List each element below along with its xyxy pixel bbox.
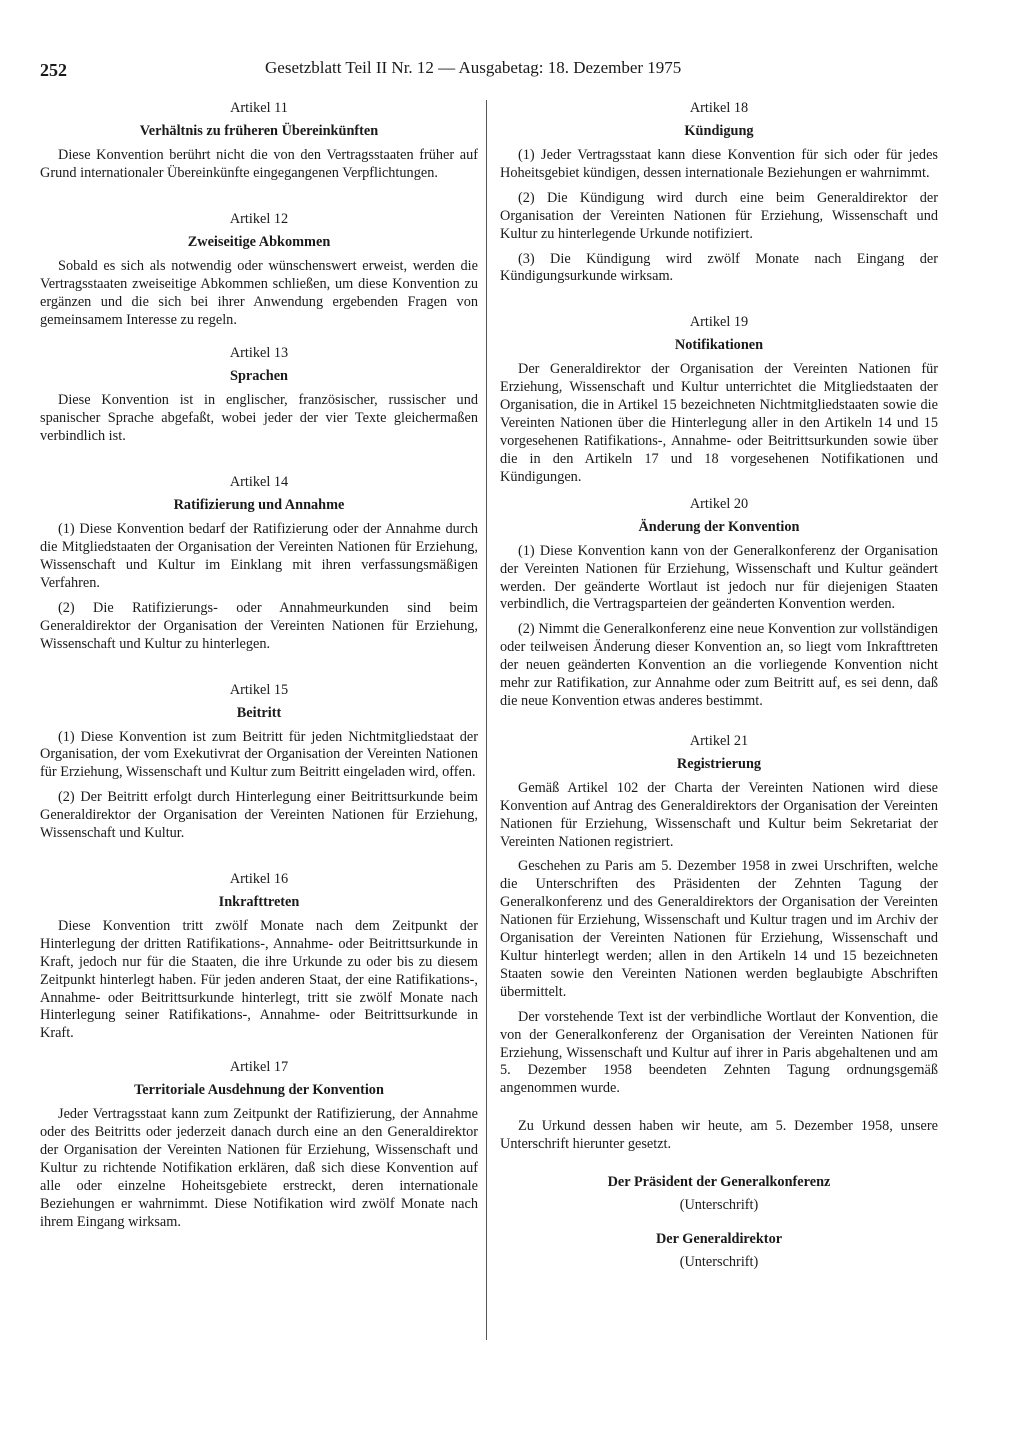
article-15	[40, 680, 478, 843]
article-paragraph: Diese Konvention ist in englischer, französischer, russischer und spanischer Sprache abgefaßt, wobei jeder der vier Texte gleichermaßen verbindlich ist.	[40, 392, 478, 445]
article-number: Artikel 19	[689, 314, 749, 331]
article-title: Beitritt	[236, 704, 282, 721]
article-number: Artikel 12	[229, 210, 289, 227]
article-number: Artikel 17	[229, 1059, 289, 1076]
article-paragraph: Sobald es sich als notwendig oder wünschenswert erweist, werden die Vertragsstaaten zweiseitige Abkommen schließen, um diese Konvention zu ergänzen und die sich bei ihrer Anwendung ergebenden Fragen von gemeinsamem Interesse zu regeln.	[40, 257, 478, 328]
left-column	[40, 98, 478, 1239]
article-16	[40, 869, 478, 1043]
article-12	[40, 209, 478, 330]
article-title: Ratifizierung und Annahme	[173, 497, 345, 514]
article-title: Inkrafttreten	[218, 893, 300, 910]
page-header	[40, 58, 984, 84]
article-number: Artikel 21	[689, 732, 749, 749]
article-title: Änderung der Konvention	[638, 518, 800, 535]
article-number: Artikel 14	[229, 474, 289, 491]
article-title: Sprachen	[230, 368, 288, 385]
signature-director-general	[500, 1229, 938, 1272]
article-title: Verhältnis zu früheren Übereinkünften	[139, 123, 379, 139]
article-20	[500, 494, 938, 711]
article-paragraph: (2) Die Ratifizierungs- oder Annahmeurkunden sind beim Generaldirektor der Organisation der Vereinten Nationen für Erziehung, Wissenschaft und Kultur zu hinterlegen.	[40, 599, 478, 652]
article-21	[500, 731, 938, 1154]
article-paragraph: (1) Diese Konvention bedarf der Ratifizierung oder der Annahme durch die Mitgliedstaaten der Organisation der Vereinten Nationen für Erziehung, Wissenschaft und Kultur im Einklang mit ihren verfassungsmäßigen Verfahren.	[40, 521, 478, 591]
article-paragraph: Der Generaldirektor der Organisation der Vereinten Nationen für Erziehung, Wissenschaft und Kultur unterrichtet die Mitgliedstaaten der Organisation, die in Artikel 15 bezeichneten Nichtmitgliedstaaten sowie die Vereinten Nationen über die Hinterlegung aller in den Artikeln 14 und 15 vorgesehenen Ratifikations-, Annahme- oder Beitrittsurkunden sowie über die in den Artikeln 17 und 18 vorgesehenen Notifikationen und Kündigungen.	[500, 361, 938, 485]
article-11	[40, 98, 478, 183]
signature-note: (Unterschrift)	[679, 1254, 759, 1271]
article-title: Kündigung	[684, 123, 754, 139]
article-number: Artikel 18	[689, 100, 749, 116]
article-title: Territoriale Ausdehnung der Konvention	[134, 1082, 384, 1099]
right-column	[500, 98, 938, 1272]
page-number: 252	[40, 60, 67, 80]
article-title: Registrierung	[676, 755, 762, 772]
article-paragraph: Der vorstehende Text ist der verbindliche Wortlaut der Konvention, die von der Generalkonferenz der Organisation der Vereinten Nationen für Erziehung, Wissenschaft und Kultur auf ihrer in Paris abgehaltenen und am 5. Dezember 1958 beendeten Zehnten Tagung ordnungsgemäß angenommen wurde.	[500, 1008, 938, 1097]
article-paragraph: Diese Konvention berührt nicht die von den Vertragsstaaten früher auf Grund internationaler Übereinkünfte eingegangenen Verpflichtungen.	[40, 147, 478, 181]
article-paragraph: Zu Urkund dessen haben wir heute, am 5. Dezember 1958, unsere Unterschrift hierunter gesetzt.	[500, 1118, 938, 1153]
article-number: Artikel 16	[229, 870, 289, 887]
signature-title: Der Generaldirektor	[655, 1231, 783, 1248]
signature-president	[500, 1172, 938, 1215]
article-number: Artikel 13	[229, 345, 289, 362]
article-18	[500, 98, 938, 286]
article-number: Artikel 15	[229, 681, 289, 698]
article-paragraph: (3) Die Kündigung wird zwölf Monate nach Eingang der Kündigungsurkunde wirksam.	[500, 250, 938, 285]
article-paragraph: Geschehen zu Paris am 5. Dezember 1958 in zwei Urschriften, welche die Unterschriften des Präsidenten der Zehnten Tagung der Generalkonferenz und des Generaldirektors der Organisation der Vereinten Nationen für Erziehung, Wissenschaft und Kultur tragen und im Archiv der Organisation der Vereinten Nationen für Erziehung, Wissenschaft und Kultur hinterlegt werden; allen in den Artikeln 14 und 15 bezeichneten Staaten sowie den Vereinten Nationen werden beglaubigte Abschriften übermittelt.	[500, 858, 938, 1000]
article-title: Zweiseitige Abkommen	[187, 233, 331, 250]
article-number: Artikel 20	[689, 495, 749, 512]
article-paragraph: (1) Diese Konvention kann von der Generalkonferenz der Organisation der Vereinten Nationen für Erziehung, Wissenschaft und Kultur geändert werden. Der geänderte Wortlaut ist jedoch nur für diejenigen Staaten verbindlich, die Vertragsparteien der geänderten Konvention werden.	[500, 542, 938, 613]
article-paragraph: (1) Diese Konvention ist zum Beitritt für jeden Nichtmitgliedstaat der Organisation, der vom Exekutivrat der Organisation der Vereinten Nationen für Erziehung, Wissenschaft und Kultur zum Beitritt eingeladen wird, offen.	[40, 728, 478, 781]
signature-title: Der Präsident der Generalkonferenz	[607, 1174, 831, 1191]
article-19	[500, 312, 938, 486]
article-number: Artikel 11	[230, 100, 288, 116]
article-17	[40, 1057, 478, 1231]
article-paragraph: (1) Jeder Vertragsstaat kann diese Konvention für sich oder für jedes Hoheitsgebiet kündigen, dessen internationale Beziehungen er wahrnimmt.	[500, 147, 938, 181]
running-head: Gesetzblatt Teil II Nr. 12 — Ausgabetag: 18. Dezember 1975	[265, 58, 682, 77]
article-13	[40, 343, 478, 446]
article-paragraph: (2) Nimmt die Generalkonferenz eine neue Konvention zur vollständigen oder teilweisen Änderung dieser Konvention an, so liegt vom Inkrafttreten der neuen geänderten Konvention an die vorliegende Konvention nicht mehr zur Ratifikation, zur Annahme oder zum Beitritt auf, es sei denn, daß die neue Konvention etwas anderes bestimmt.	[500, 621, 938, 709]
article-title: Notifikationen	[674, 337, 764, 354]
article-paragraph: Diese Konvention tritt zwölf Monate nach dem Zeitpunkt der Hinterlegung der dritten Ratifikations-, Annahme- oder Beitrittsurkunde in Kraft, jedoch nur für die Staaten, die ihre Urkunde zu oder bis zu diesem Zeitpunkt hinterlegt haben. Für jeden anderen Staat, der eine Ratifikations-, Annahme- oder Beitrittsurkunde hinterlegt, tritt sie zwölf Monate nach Hinterlegung seiner Ratifikations-, Annahme- oder Beitrittsurkunde in Kraft.	[40, 917, 478, 1042]
signature-note: (Unterschrift)	[679, 1197, 759, 1214]
article-paragraph: (2) Die Kündigung wird durch eine beim Generaldirektor der Organisation der Vereinten Nationen für Erziehung, Wissenschaft und Kultur zu hinterlegende Urkunde notifiziert.	[500, 189, 938, 242]
article-14	[40, 472, 478, 653]
article-paragraph: (2) Der Beitritt erfolgt durch Hinterlegung einer Beitrittsurkunde beim Generaldirektor der Organisation der Vereinten Nationen für Erziehung, Wissenschaft und Kultur.	[40, 789, 478, 842]
article-paragraph: Gemäß Artikel 102 der Charta der Vereinten Nationen wird diese Konvention auf Antrag des Generaldirektors der Organisation der Vereinten Nationen für Erziehung, Wissenschaft und Kultur beim Sekretariat der Vereinten Nationen registriert.	[500, 779, 938, 850]
article-paragraph: Jeder Vertragsstaat kann zum Zeitpunkt der Ratifizierung, der Annahme oder des Beitritts oder jederzeit danach durch eine an den Generaldirektor der Organisation der Vereinten Nationen für Erziehung, Wissenschaft und Kultur zu richtende Notifikation erklären, daß sich diese Konvention auf alle oder einzelne Hoheitsgebiete erstreckt, deren internationale Beziehungen er wahrnimmt. Diese Notifikation wird zwölf Monate nach ihrem Eingang wirksam.	[40, 1106, 478, 1230]
column-divider	[486, 100, 487, 1340]
